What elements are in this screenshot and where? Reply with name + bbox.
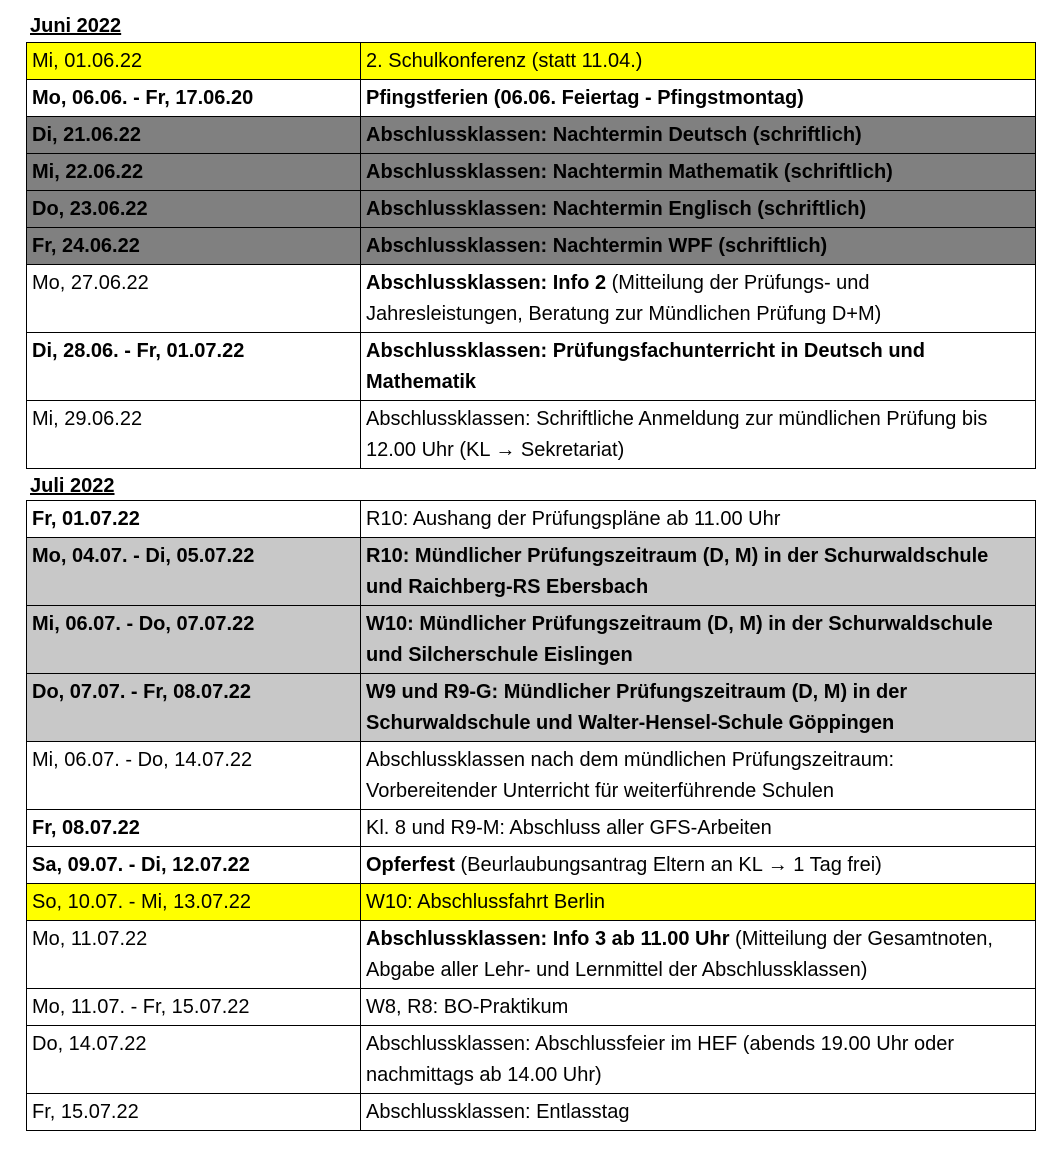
event-bold-text: Opferfest (366, 854, 455, 876)
table-row (27, 884, 1036, 921)
event-text: Abschlussklassen: Schriftliche Anmeldung zur mündlichen Prüfung bis 12.00 Uhr (KL → Sekretariat) (366, 408, 988, 461)
event-text: Abschlussklassen: Abschlussfeier im HEF (abends 19.00 Uhr oder nachmittags ab 14.00 Uhr) (366, 1033, 955, 1086)
event-bold-text: Abschlussklassen: Info 3 ab 11.00 Uhr (366, 928, 730, 950)
event-text: W10: Abschlussfahrt Berlin (366, 891, 605, 913)
event-cell (361, 989, 1036, 1026)
event-cell (361, 1094, 1036, 1131)
event-text: (Mitteilung der Gesamtnoten, Abgabe aller Lehr- und Lernmittel der Abschlussklassen) (366, 928, 993, 981)
table-row (27, 80, 1036, 117)
date-cell: Do, 07.07. - Fr, 08.07.22 (27, 674, 361, 742)
event-cell (361, 265, 1036, 333)
event-cell (361, 228, 1036, 265)
table-row (27, 1026, 1036, 1094)
event-bold-text: Abschlussklassen: Info 2 (366, 272, 607, 294)
table-row (27, 228, 1036, 265)
table-row (27, 154, 1036, 191)
date-cell: Mi, 06.07. - Do, 07.07.22 (27, 606, 361, 674)
date-cell: Mi, 29.06.22 (27, 401, 361, 469)
event-cell (361, 401, 1036, 469)
table-row (27, 538, 1036, 606)
date-cell: Do, 23.06.22 (27, 191, 361, 228)
event-cell (361, 742, 1036, 810)
table-row (27, 674, 1036, 742)
event-bold-text: R10: Mündlicher Prüfungszeitraum (D, M) in der Schurwaldschule und Raichberg-RS Ebersbach (366, 545, 989, 598)
date-cell: Mo, 11.07.22 (27, 921, 361, 989)
event-bold-text: Abschlussklassen: Nachtermin Mathematik (schriftlich) (366, 161, 893, 183)
table-row (27, 265, 1036, 333)
date-cell: Mo, 04.07. - Di, 05.07.22 (27, 538, 361, 606)
event-bold-text: Abschlussklassen: Nachtermin Deutsch (schriftlich) (366, 124, 862, 146)
table-row (27, 742, 1036, 810)
event-cell (361, 606, 1036, 674)
date-cell: Mo, 27.06.22 (27, 265, 361, 333)
schedule-table-juli (26, 500, 1036, 1131)
schedule-table-juni (26, 42, 1036, 469)
date-cell: Mi, 22.06.22 (27, 154, 361, 191)
table-row (27, 1094, 1036, 1131)
event-cell (361, 501, 1036, 538)
event-cell (361, 80, 1036, 117)
event-cell (361, 117, 1036, 154)
date-cell: Mi, 01.06.22 (27, 43, 361, 80)
event-bold-text: W10: Mündlicher Prüfungszeitraum (D, M) in der Schurwaldschule und Silcherschule Eislingen (366, 613, 993, 666)
event-cell (361, 810, 1036, 847)
table-row (27, 191, 1036, 228)
event-text: 2. Schulkonferenz (statt 11.04.) (366, 50, 643, 72)
event-cell (361, 191, 1036, 228)
date-cell: Di, 28.06. - Fr, 01.07.22 (27, 333, 361, 401)
event-text: R10: Aushang der Prüfungspläne ab 11.00 Uhr (366, 508, 781, 530)
table-row (27, 401, 1036, 469)
section-title-juni: Juni 2022 (30, 15, 122, 37)
event-cell (361, 674, 1036, 742)
date-cell: Fr, 01.07.22 (27, 501, 361, 538)
event-cell (361, 333, 1036, 401)
date-cell: Di, 21.06.22 (27, 117, 361, 154)
event-cell (361, 1026, 1036, 1094)
event-text: W8, R8: BO-Praktikum (366, 996, 569, 1018)
event-cell (361, 154, 1036, 191)
table-row (27, 847, 1036, 884)
event-text: Abschlussklassen: Entlasstag (366, 1101, 630, 1123)
event-bold-text: Abschlussklassen: Nachtermin Englisch (schriftlich) (366, 198, 867, 220)
event-cell (361, 884, 1036, 921)
table-row (27, 989, 1036, 1026)
date-cell: Mo, 11.07. - Fr, 15.07.22 (27, 989, 361, 1026)
date-cell: Fr, 24.06.22 (27, 228, 361, 265)
event-cell (361, 921, 1036, 989)
event-bold-text: Abschlussklassen: Prüfungsfachunterricht in Deutsch und Mathematik (366, 340, 925, 393)
date-cell: Mi, 06.07. - Do, 14.07.22 (27, 742, 361, 810)
date-cell: So, 10.07. - Mi, 13.07.22 (27, 884, 361, 921)
event-text: Abschlussklassen nach dem mündlichen Prüfungszeitraum: Vorbereitender Unterricht für weiterführende Schulen (366, 749, 895, 802)
date-cell: Do, 14.07.22 (27, 1026, 361, 1094)
date-cell: Sa, 09.07. - Di, 12.07.22 (27, 847, 361, 884)
table-row (27, 921, 1036, 989)
event-cell (361, 43, 1036, 80)
section-title-juli: Juli 2022 (30, 475, 115, 497)
table-row (27, 810, 1036, 847)
event-bold-text: W9 und R9-G: Mündlicher Prüfungszeitraum (D, M) in der Schurwaldschule und Walter-Hensel-Schule Göppingen (366, 681, 908, 734)
event-cell (361, 847, 1036, 884)
date-cell: Fr, 15.07.22 (27, 1094, 361, 1131)
table-row (27, 43, 1036, 80)
date-cell: Fr, 08.07.22 (27, 810, 361, 847)
date-cell: Mo, 06.06. - Fr, 17.06.20 (27, 80, 361, 117)
event-cell (361, 538, 1036, 606)
table-row (27, 606, 1036, 674)
event-text: Kl. 8 und R9-M: Abschluss aller GFS-Arbeiten (366, 817, 772, 839)
event-text: (Mitteilung der Prüfungs- und Jahresleistungen, Beratung zur Mündlichen Prüfung D+M) (366, 272, 882, 325)
table-row (27, 501, 1036, 538)
table-row (27, 117, 1036, 154)
event-text: (Beurlaubungsantrag Eltern an KL → 1 Tag frei) (454, 854, 882, 876)
event-bold-text: Pfingstferien (06.06. Feiertag - Pfingstmontag) (366, 87, 804, 109)
event-bold-text: Abschlussklassen: Nachtermin WPF (schriftlich) (366, 235, 828, 257)
table-row (27, 333, 1036, 401)
